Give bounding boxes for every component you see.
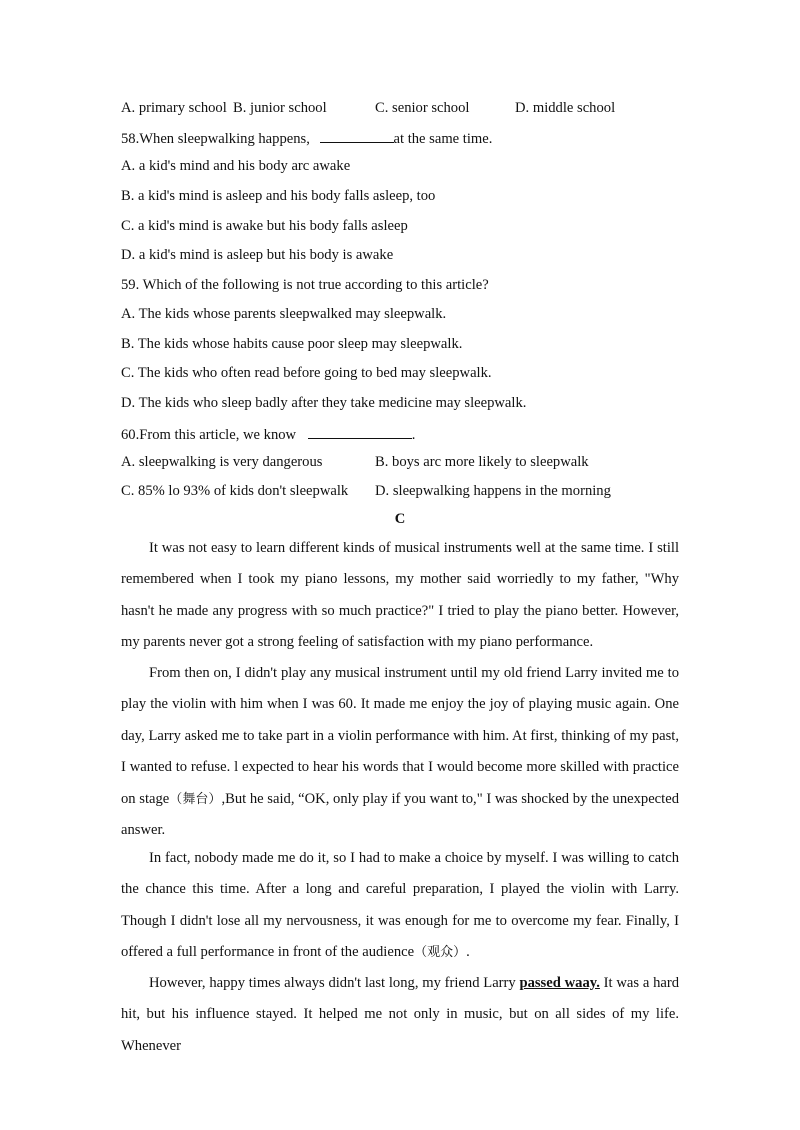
q57-options [121, 99, 681, 117]
q59-option-a: A. The kids whose parents sleepwalked may sleepwalk. [121, 306, 447, 322]
passage-paragraph-1: It was not easy to learn different kinds of musical instruments well at the same time. I still remembered when I took my piano lessons, my mother said worriedly to my father, "Why hasn't he made any progress with so much practice?" I tried to play the piano better. However, my parents never got a strong feeling of satisfaction with my piano performance. [121, 540, 679, 651]
passage-paragraph-2 [121, 658, 679, 846]
q57-option-c: C. senior school [375, 100, 470, 116]
passage-paragraph-4 [121, 968, 679, 1062]
q58-stem-end: at the same time. [393, 131, 493, 147]
q57-option-d: D. middle school [515, 100, 616, 116]
q60-option-c: C. 85% lo 93% of kids don't sleepwalk [121, 483, 349, 499]
underlined-phrase: passed waay. [519, 975, 600, 991]
q59-option-b: B. The kids whose habits cause poor sleep may sleepwalk. [121, 336, 463, 352]
paragraph-2-text-2: ,But he said, “OK, only play if you want to," I was shocked by the unexpected answer. [121, 790, 679, 839]
q60-answer-blank [308, 424, 412, 439]
paragraph-3-text-1: In fact, nobody made me do it, so I had to make a choice by myself. I was willing to catch the chance this time. After a long and careful preparation, I played the violin with Larry. Though I didn't lose all my nervousness, it was enough for me to overcome my fear. Finally, I offered a full performance in front of the audience [121, 850, 679, 961]
paragraph-2-text-1: From then on, I didn't play any musical instrument until my old friend Larry invited me to play the violin with him when I was 60. It made me enjoy the joy of playing music again. One day, Larry asked me to take part in a violin performance with him. At first, thinking of my past, I wanted to refuse. l expected to hear his words that I would become more skilled with practice on stage [121, 665, 679, 807]
paragraph-4-text-2: It was a hard hit, but his influence stayed. It helped me not only in music, but on all sides of my life. Whenever [121, 975, 680, 1054]
q59-stem: 59. Which of the following is not true according to this article? [121, 277, 489, 293]
q58-option-c: C. a kid's mind is awake but his body falls asleep [121, 218, 408, 234]
q58-option-a: A. a kid's mind and his body arc awake [121, 158, 351, 174]
q60-stem-text: 60.From this article, we know [121, 427, 297, 443]
audience-gloss: （观众） [414, 945, 467, 961]
q58-option-b: B. a kid's mind is asleep and his body falls asleep, too [121, 188, 436, 204]
passage-paragraph-3 [121, 843, 679, 969]
q60-options-row2 [121, 482, 681, 500]
q59-option-c: C. The kids who often read before going to bed may sleepwalk. [121, 365, 492, 381]
q58-option-d: D. a kid's mind is asleep but his body is awake [121, 247, 394, 263]
q59-option-d: D. The kids who sleep badly after they take medicine may sleepwalk. [121, 395, 527, 411]
q58-stem-text: 58.When sleepwalking happens, [121, 131, 310, 147]
q60-stem [121, 424, 415, 444]
q57-option-a: A. primary school [121, 100, 227, 116]
q60-option-b: B. boys arc more likely to sleepwalk [375, 454, 589, 470]
paragraph-3-text-2: . [466, 944, 470, 961]
section-c-title: C [394, 511, 406, 527]
paragraph-4-text-1: However, happy times always didn't last long, my friend Larry [149, 975, 516, 991]
q58-stem [121, 128, 492, 148]
q58-answer-blank [320, 128, 394, 143]
q57-option-b: B. junior school [233, 100, 327, 116]
q60-option-d: D. sleepwalking happens in the morning [375, 483, 611, 499]
q60-option-a: A. sleepwalking is very dangerous [121, 454, 323, 470]
q60-stem-end: . [411, 427, 416, 443]
stage-gloss: （舞台） [169, 791, 222, 807]
q60-options-row1 [121, 453, 681, 471]
